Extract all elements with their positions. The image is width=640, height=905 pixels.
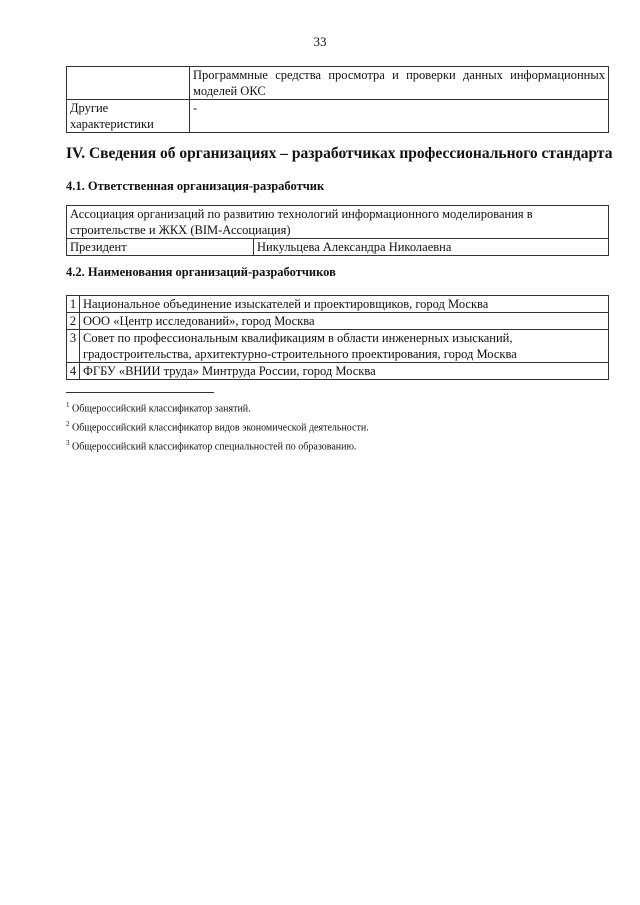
person-name: Никульцева Александра Николаевна bbox=[254, 239, 609, 256]
table-cell-value: Программные средства просмотра и проверки данных информационных моделей ОКС bbox=[190, 67, 609, 100]
developer-name: Совет по профессиональным квалификациям в области инженерных изысканий, градостроительства, архитектурно-строительного проектирования, город Москва bbox=[80, 330, 609, 363]
row-number: 3 bbox=[67, 330, 80, 363]
footnote-text: Общероссийский классификатор специальностей по образованию. bbox=[72, 440, 357, 452]
section-heading: IV. Сведения об организациях – разработчиках профессионального стандарта bbox=[66, 145, 613, 162]
table-row bbox=[67, 67, 609, 100]
footnote bbox=[66, 417, 369, 436]
table-row bbox=[67, 206, 609, 239]
person-role: Президент bbox=[67, 239, 254, 256]
developers-table bbox=[66, 295, 609, 380]
row-number: 2 bbox=[67, 313, 80, 330]
table-row bbox=[67, 330, 609, 363]
organization-name: Ассоциация организаций по развитию технологий информационного моделирования в строительстве и ЖКХ (BIM-Ассоциация) bbox=[67, 206, 609, 239]
table-cell-value: - bbox=[190, 100, 609, 133]
table-row bbox=[67, 313, 609, 330]
responsible-org-heading: 4.1. Ответственная организация-разработчик bbox=[66, 179, 325, 193]
table-cell-label bbox=[67, 67, 190, 100]
table-cell-label: Другие характеристики bbox=[67, 100, 190, 133]
developer-name: ООО «Центр исследований», город Москва bbox=[80, 313, 609, 330]
table-row bbox=[67, 296, 609, 313]
footnote-text: Общероссийский классификатор видов экономической деятельности. bbox=[72, 422, 369, 434]
responsible-org-table bbox=[66, 205, 609, 256]
page-number: 33 bbox=[313, 34, 327, 49]
developers-heading: 4.2. Наименования организаций-разработчиков bbox=[66, 265, 336, 279]
footnotes bbox=[66, 398, 369, 454]
footnote-text: Общероссийский классификатор занятий. bbox=[72, 403, 251, 415]
footnote-mark: 2 bbox=[66, 419, 70, 428]
developer-name: ФГБУ «ВНИИ труда» Минтруда России, город Москва bbox=[80, 363, 609, 380]
table-row bbox=[67, 363, 609, 380]
footnote-mark: 3 bbox=[66, 438, 70, 447]
footnote bbox=[66, 436, 369, 455]
row-number: 1 bbox=[67, 296, 80, 313]
footnote bbox=[66, 398, 369, 417]
characteristics-table bbox=[66, 66, 609, 133]
footnote-divider bbox=[66, 392, 214, 393]
table-row bbox=[67, 100, 609, 133]
footnote-mark: 1 bbox=[66, 401, 70, 409]
developer-name: Национальное объединение изыскателей и проектировщиков, город Москва bbox=[80, 296, 609, 313]
row-number: 4 bbox=[67, 363, 80, 380]
table-row bbox=[67, 239, 609, 256]
